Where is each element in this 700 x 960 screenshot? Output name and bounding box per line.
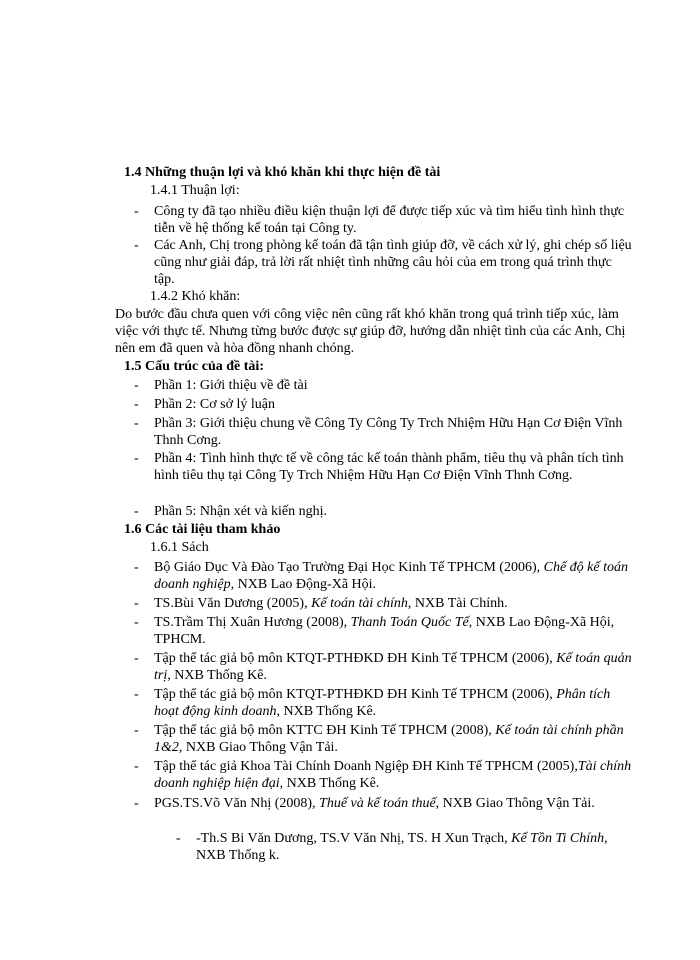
paragraph: Do bước đầu chưa quen với công việc nên cũng rất khó khăn trong quá trình tiếp xúc, làm việc với thực tế. Nhưng từng bước được sự giúp đỡ, hướng dẫn nhiệt tình của các Anh, Chị nên em đã quen và hòa đồng nhanh chóng. — [115, 307, 626, 356]
reference-item: Tập thể tác giả bộ môn KTQT-PTHĐKD ĐH Kinh Tế TPHCM (2006), Phân tích hoạt động kinh doanh, NXB Thống Kê. — [154, 687, 611, 719]
bullet-dash: - — [134, 723, 139, 738]
reference-item: Tập thể tác giả bộ môn KTTC ĐH Kinh Tế TPHCM (2008), Kế toán tài chính phần 1&2, NXB Giao Thông Vận Tải. — [154, 723, 624, 755]
list-item: Công ty đã tạo nhiều điều kiện thuận lợi để được tiếp xúc và tìm hiểu tình hình thực tiễn về hệ thống kế toán tại Công ty. — [154, 204, 625, 236]
bullet-dash: - — [134, 651, 139, 666]
bullet-dash: - — [134, 615, 139, 630]
bullet-dash: - — [134, 560, 139, 575]
bullet-dash: - — [134, 204, 139, 219]
section-heading: 1.5 Cấu trúc của đề tài: — [124, 359, 264, 374]
reference-item: TS.Trầm Thị Xuân Hương (2008), Thanh Toán Quốc Tế, NXB Lao Động-Xã Hội, TPHCM. — [154, 615, 615, 647]
subsection-heading: 1.4.1 Thuận lợi: — [150, 183, 240, 198]
list-item: Phần 2: Cơ sở lý luận — [154, 397, 275, 412]
bullet-dash: - — [134, 596, 139, 611]
bullet-dash: - — [134, 378, 139, 393]
reference-item: -Th.S Bi Văn Dương, TS.V Văn Nhị, TS. H Xun Trạch, Kế Tồn Ti Chính, NXB Thống k. — [196, 831, 608, 863]
reference-item: Tập thể tác giả Khoa Tài Chính Doanh Ngiệp ĐH Kinh Tế TPHCM (2005),Tài chính doanh nghiệp hiện đại, NXB Thống Kê. — [154, 759, 632, 791]
reference-item: PGS.TS.Võ Văn Nhị (2008), Thuế và kế toán thuế, NXB Giao Thông Vận Tải. — [154, 796, 595, 811]
bullet-dash: - — [176, 831, 181, 846]
bullet-dash: - — [134, 687, 139, 702]
section-heading: 1.6 Các tài liệu tham khảo — [124, 522, 281, 537]
bullet-dash: - — [134, 504, 139, 519]
list-item: Phần 4: Tình hình thực tế về công tác kế toán thành phẩm, tiêu thụ và phân tích tình hình tiêu thụ tại Công Ty Trch Nhiệm Hữu Hạn Cơ Điện Vĩnh Thnh Cơng. — [154, 451, 624, 483]
reference-item: Bộ Giáo Dục Và Đào Tạo Trường Đại Học Kinh Tế TPHCM (2006), Chế độ kế toán doanh nghiệp, NXB Lao Động-Xã Hội. — [154, 560, 628, 592]
subsection-heading: 1.4.2 Khó khăn: — [150, 289, 241, 304]
list-item: Phần 1: Giới thiệu về đề tài — [154, 378, 308, 393]
bullet-dash: - — [134, 451, 139, 466]
list-item: Các Anh, Chị trong phòng kế toán đã tận tình giúp đỡ, về cách xử lý, ghi chép số liệu cũng như giải đáp, trả lời rất nhiệt tình những câu hỏi của em trong quá trình thực tập. — [154, 238, 632, 287]
bullet-dash: - — [134, 796, 139, 811]
reference-item: Tập thể tác giả bộ môn KTQT-PTHĐKD ĐH Kinh Tế TPHCM (2006), Kế toán quản trị, NXB Thống Kê. — [154, 651, 632, 683]
list-item: Phần 5: Nhận xét và kiến nghị. — [154, 504, 328, 519]
bullet-dash: - — [134, 238, 139, 253]
bullet-dash: - — [134, 416, 139, 431]
reference-item: TS.Bùi Văn Dương (2005), Kế toán tài chính, NXB Tài Chính. — [154, 596, 508, 611]
subsection-heading: 1.6.1 Sách — [150, 540, 209, 555]
bullet-dash: - — [134, 759, 139, 774]
bullet-dash: - — [134, 397, 139, 412]
section-heading: 1.4 Những thuận lợi và khó khăn khi thực hiện đề tài — [124, 165, 441, 180]
list-item: Phần 3: Giới thiệu chung về Công Ty Công Ty Trch Nhiệm Hữu Hạn Cơ Điện Vĩnh Thnh Cơng. — [154, 416, 623, 448]
